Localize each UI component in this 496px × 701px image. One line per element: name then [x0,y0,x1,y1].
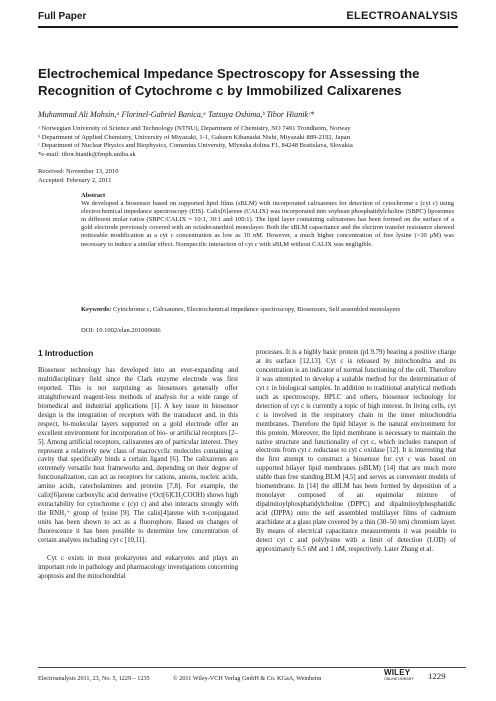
logo-subtitle: ONLINE LIBRARY [384,677,414,681]
wiley-logo [384,668,418,688]
title-line-2: Recognition of Cytochrome c by Immobilized Calixarenes [38,82,402,98]
accepted-date: Accepted: February 2, 2011 [38,176,112,184]
body-column-right [256,349,456,564]
page-number: 1229 [428,671,446,681]
author-list: Muhammad Ali Mohsin,ᵃ Florinel-Gabriel Banica,ᵃ Tatsuya Oshima,ᵇ Tibor Hianikᶜ* [38,110,315,119]
abstract-text: We developed a biosensor based on supported lipid films (sBLM) with incorporated calixarenes for detection of cytochrome c (cyt c) using electrochemical impedance spectroscopy (EIS). Calix[6]arene (CALIX) was incorporated into soybean phosphatidylcholine (SBPC) liposomes in different molar ratios (SBPC:CALIX = 10:1, 30:1 and 100:1). The lipid layer containing calixarenes has been formed on the surface of a gold electrode previously covered with an octadecanethiol monolayer. Both the sBLM capacitance and the electron transfer resistance showed noticeable modification at a cyt c concentration as low as 10 nM. However, a much higher concentration of free lysine (>30 μM) was necessary to induce a similar effect. Nonspecific interaction of cyt c with sBLM without CALIX was negligible. [81,200,454,248]
doi[interactable]: DOI: 10.1002/elan.201000686 [81,327,161,334]
article-type: Full Paper [38,11,87,22]
keywords-text: Cytochrome c, Calixarenes, Electrochemical impedance spectroscopy, Biosensors, Self assembled monolayers [112,306,401,313]
keywords [81,306,454,314]
footer-citation: Electroanalysis 2011, 23, No. 5, 1229 – 1235 [38,675,150,682]
keywords-label: Keywords: [81,306,112,313]
body-column-left [38,349,238,582]
affiliation-c: ᶜ Department of Nuclear Physics and Biophysics, Comenius University, Mlynska dolina F1, 84248 Bratislava, Slovakia [38,142,353,150]
affiliation-b: ᵇ Department of Applied Chemistry, University of Miyazaki, 1-1, Gakuen Kibanadai Nishi, Miyazaki 889-2192, Japan [38,133,350,141]
section-heading: 1 Introduction [38,348,94,358]
article-dates [38,168,119,185]
article-title [38,66,466,99]
title-line-1: Electrochemical Impedance Spectroscopy for Assessing the [38,66,420,81]
journal-name: ELECTROANALYSIS [346,10,458,22]
logo-word: WILEY [384,668,411,677]
corresponding-email[interactable]: *e-mail: tibor.hianik@fmph.uniba.sk [38,151,136,159]
header-rule [38,26,458,28]
affiliation-a: ᵃ Norwegian University of Science and Technology (NTNU), Department of Chemistry, NO 7491 Trondheim, Norway [38,125,351,132]
abstract-label: Abstract [81,192,106,199]
abstract [81,192,454,249]
affiliations [38,125,466,160]
paragraph: Biosensor technology has developed into an ever-expanding and multidisciplinary field since the Clark enzyme electrode was first reported. This is not surprising as biosensors generally offer straightforward reagent-less methods of analysis for a wide range of biomedical and industrial applications [1]. A key issue in biosensor design is the integration of receptors with the transducer and, in this respect, bi-molecular layers supported on a gold electrode offer an excellent environment for incorporation of bio- or artificial receptors [2–5]. Among artificial receptors, calixarenes are of particular interest. They represent a relatively new class of macrocyclic molecules containing a cavity that specifically binds a certain ligand [6]. The calixarenes are extremely versatile host frameworks and, depending on their degree of functionalization, can act as receptors for cations, anions, nucleic acids, amino acids, catecholamines and proteins [7,8]. For example, the calix[6]arene carboxylic acid derivative (ᵗOct[6]CH₂COOH) shows high extractability for cytochrome c (cyt c) and also interacts strongly with the RNH₃⁺ group of lysine [9]. The calix[4]arene with π-conjugated units has been shown to act as a fluorophore. Based on changes of fluorescence it has been possible to determine low concentration of certain analytes including cyt c [10,11]. [38,366,238,545]
paragraph: Cyt c exists in most prokaryotes and eukaryotes and plays an important role in pathology and pharmacology investigations concerning apoptosis and the mitochondrial [38,554,238,580]
footer-copyright: © 2011 Wiley-VCH Verlag GmbH & Co. KGaA, Weinheim [173,675,322,682]
paragraph: processes. It is a highly basic protein (pI 9.79) bearing a positive charge at its surface [12,13]. Cyt c is released by mitochondria and its concentration is an indicator of normal functioning of the cell. Therefore it was attempted to develop a suitable method for the determination of cyt c in biological samples. In addition to traditional analytical methods such as spectroscopy, HPLC and others, biosensor technology for detection of cyt c is currently a topic of high interest. In living cells, cyt c is involved in the respiratory chain in the inner mitochondria membranes. Therefore the lipid bilayer is the natural environment for this protein. Moreover, the lipid membrane is necessary to maintain the native structure and functionality of cyt c, which includes transport of electrons from cyt c reductase to cyt c oxidase [12]. It is interesting that the first attempt to construct a biosensor for cyt c was based on supported bilayer lipid membranes (sBLM) [14] that are much more stable than free standing BLM [4,5] and serves as convenient models of biomembrane. In [14] the sBLM has been formed by deposition of a monolayer composed of an equimolar mixture of dipalmitoylphosphatidylcholine (DPPC) and dipalmitoylphosphatidic acid (DPPA) onto the self assembled multilayer films of cadmium arachidate at a glass plate covered by a thin (30–50 nm) chromium layer. By means of electrical capacitance measurements it was possible to detect cyt c and polylysine with a limit of detection (LOD) of approximately 6.5 nM and 1 nM, respectively. Later Zhang et al. [256,349,456,553]
received-date: Received: November 13, 2010 [38,168,119,175]
running-header [38,0,458,28]
